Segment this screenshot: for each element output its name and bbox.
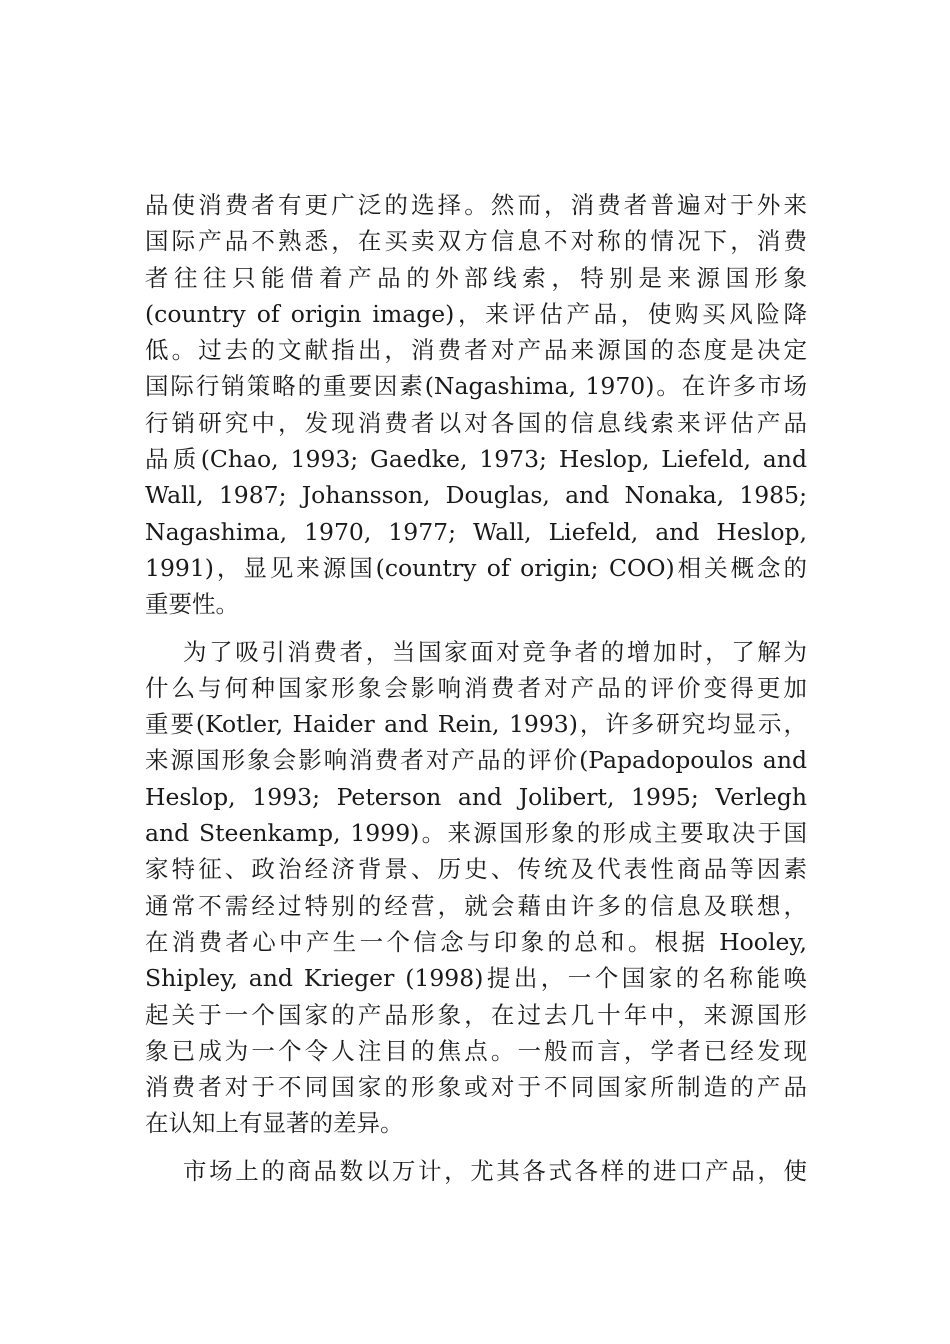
text-line: Heslop, 1993; Peterson and Jolibert, 1995; Verlegh [145,782,807,811]
paragraph-spacer [145,1142,807,1153]
text-line: Nagashima, 1970, 1977; Wall, Liefeld, and Heslop, [145,517,807,546]
text-line: 为了吸引消费者，当国家面对竞争者的增加时，了解为 [183,637,807,666]
text-line: 在消费者心中产生一个信念与印象的总和。根据 Hooley, [145,927,807,956]
text-line: 通常不需经过特别的经营，就会藉由许多的信息及联想， [145,891,807,920]
text-line: Shipley, and Krieger (1998)提出，一个国家的名称能唤 [145,964,807,993]
paragraph-spacer [145,623,807,634]
paragraph-1 [145,187,807,623]
text-line: 起关于一个国家的产品形象，在过去几十年中，来源国形 [145,1000,807,1029]
text-line: 国际产品不熟悉，在买卖双方信息不对称的情况下，消费 [145,227,807,256]
text-line: 国际行销策略的重要因素(Nagashima, 1970)。在许多市场 [145,372,807,401]
paragraph-2 [145,634,807,1142]
text-line: and Steenkamp, 1999)。来源国形象的形成主要取决于国 [145,819,807,848]
body-text [145,187,807,1189]
text-line: Wall, 1987; Johansson, Douglas, and Nonaka, 1985; [145,481,807,510]
text-line: (country of origin image)，来评估产品，使购买风险降 [145,299,807,328]
text-line: 家特征、政治经济背景、历史、传统及代表性商品等因素 [145,855,807,884]
text-line: 来源国形象会影响消费者对产品的评价(Papadopoulos and [145,746,807,775]
text-line: 品使消费者有更广泛的选择。然而，消费者普遍对于外来 [145,191,807,219]
text-line: 市场上的商品数以万计，尤其各式各样的进口产品，使 [183,1156,807,1185]
paragraph-3 [145,1153,807,1189]
text-line: 在认知上有显著的差异。 [145,1109,404,1138]
text-line: 什么与何种国家形象会影响消费者对产品的评价变得更加 [145,673,807,702]
text-line: 行销研究中，发现消费者以对各国的信息线索来评估产品 [145,408,807,437]
text-line: 消费者对于不同国家的形象或对于不同国家所制造的产品 [145,1073,807,1102]
text-line: 重要性。 [145,590,239,619]
text-line: 重要(Kotler, Haider and Rein, 1993)，许多研究均显示， [145,710,807,739]
text-line: 者往往只能借着产品的外部线索，特别是来源国形象 [145,263,807,292]
text-line: 低。过去的文献指出，消费者对产品来源国的态度是决定 [145,336,807,365]
text-line: 1991)，显见来源国(country of origin; COO)相关概念的 [145,553,807,582]
text-line: 品质(Chao, 1993; Gaedke, 1973; Heslop, Liefeld, and [145,445,807,474]
text-line: 象已成为一个令人注目的焦点。一般而言，学者已经发现 [145,1036,807,1065]
